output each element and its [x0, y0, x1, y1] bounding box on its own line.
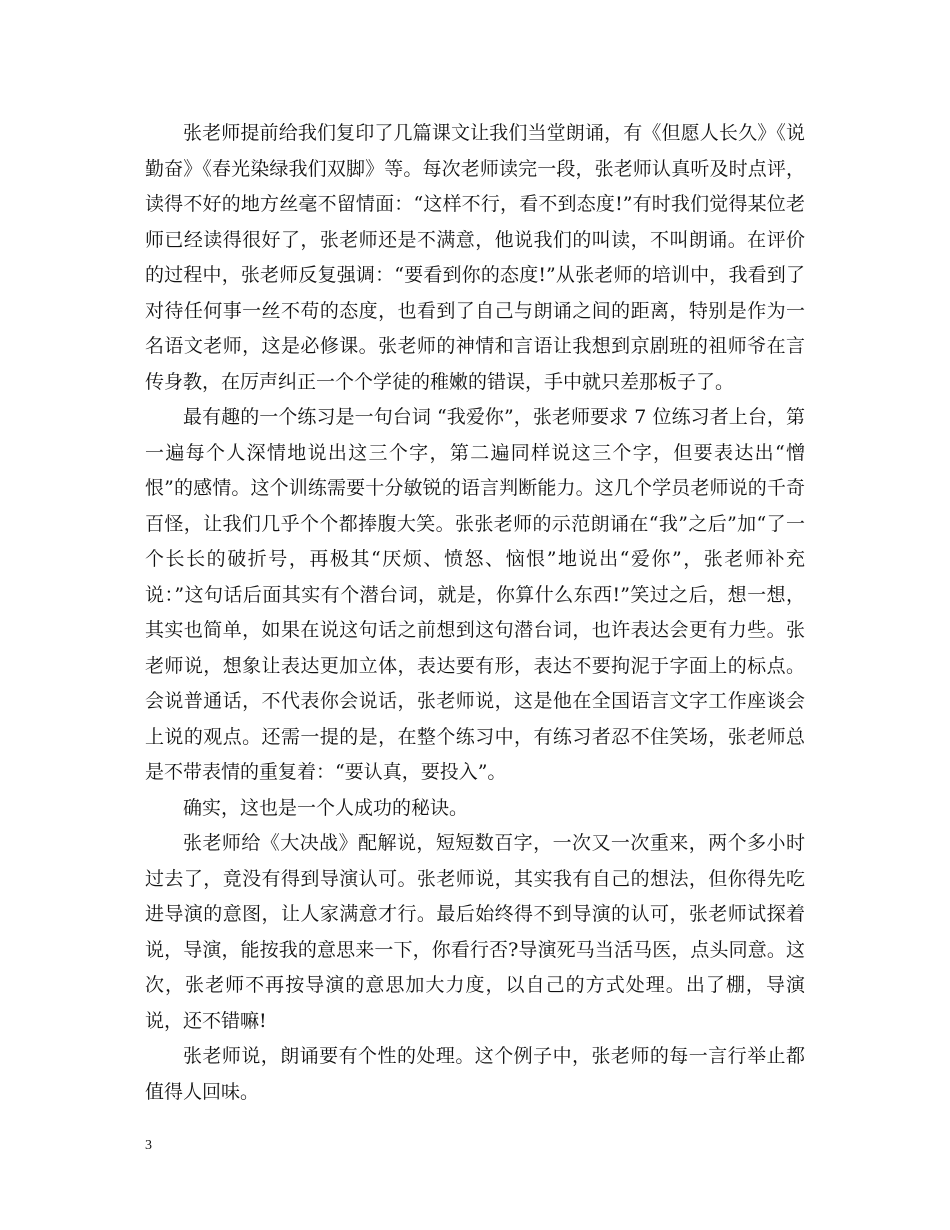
- paragraph-4: 张老师给《大决战》配解说，短短数百字，一次又一次重来，两个多小时过去了，竟没有得到导演认可。张老师说，其实我有自己的想法，但你得先吃进导演的意图，让人家满意才行。最后始终得不到导演的认可，张老师试探着说，导演，能按我的意思来一下，你看行否?导演死马当活马医，点头同意。这次，张老师不再按导演的意思加大力度，以自己的方式处理。出了棚，导演说，还不错嘛!: [145, 832, 805, 1032]
- paragraph-2: 最有趣的一个练习是一句台词 “我爱你”，张老师要求 7 位练习者上台，第一遍每个人深情地说出这三个字，第二遍同样说这三个字，但要表达出“憎恨”的感情。这个训练需要十分敏锐的语言判断能力。这几个学员老师说的千奇百怪，让我们几乎个个都捧腹大笑。张张老师的示范朗诵在“我”之后”加“了一个长长的破折号，再极其“厌烦、愤怒、恼恨”地说出“爱你”，张老师补充说：”这句话后面其实有个潜台词，就是，你算什么东西!”笑过之后，想一想，其实也简单，如果在说这句话之前想到这句潜台词，也许表达会更有力些。张老师说，想象让表达更加立体，表达要有形，表达不要拘泥于字面上的标点。会说普通话，不代表你会说话，张老师说，这是他在全国语言文字工作座谈会上说的观点。还需一提的是，在整个练习中，有练习者忍不住笑场，张老师总是不带表情的重复着：“要认真，要投入”。: [145, 406, 805, 783]
- page-number: 3: [145, 1138, 152, 1153]
- paragraph-3: 确实，这也是一个人成功的秘诀。: [183, 796, 469, 819]
- document-body: [145, 116, 805, 1110]
- paragraph-1: 张老师提前给我们复印了几篇课文让我们当堂朗诵，有《但愿人长久》《说勤奋》《春光染绿我们双脚》等。每次老师读完一段，张老师认真听及时点评，读得不好的地方丝毫不留情面：“这样不行，看不到态度!”有时我们觉得某位老师已经读得很好了，张老师还是不满意，他说我们的叫读，不叫朗诵。在评价的过程中，张老师反复强调：“要看到你的态度!”从张老师的培训中，我看到了对待任何事一丝不苟的态度，也看到了自己与朗诵之间的距离，特别是作为一名语文老师，这是必修课。张老师的神情和言语让我想到京剧班的祖师爷在言传身教，在厉声纠正一个个学徒的稚嫩的错误，手中就只差那板子了。: [145, 122, 805, 393]
- paragraph-5: 张老师说，朗诵要有个性的处理。这个例子中，张老师的每一言行举止都值得人回味。: [145, 1045, 805, 1103]
